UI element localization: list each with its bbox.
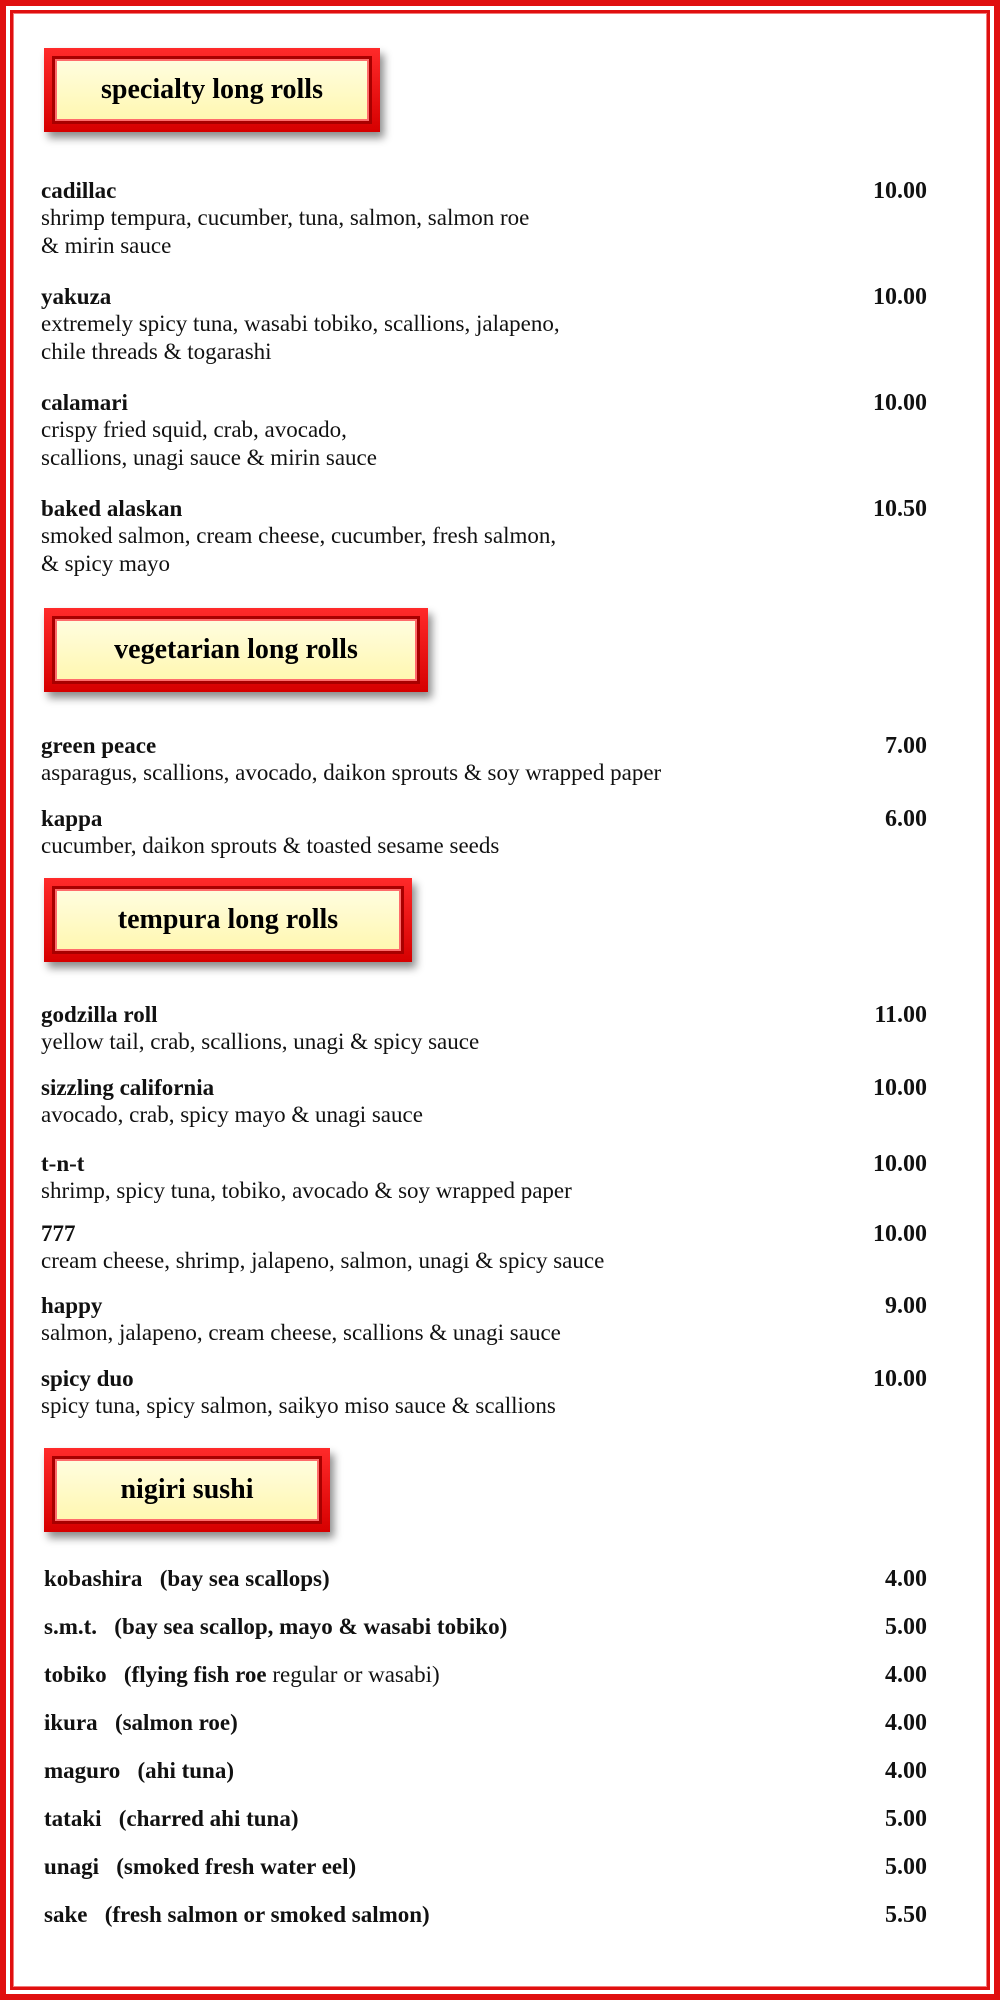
section-heading-nigiri xyxy=(44,1448,330,1532)
item-price: 9.00 xyxy=(885,1293,927,1319)
item-price: 10.00 xyxy=(873,178,927,204)
item-name: green peace xyxy=(41,733,157,758)
item-name: yakuza xyxy=(41,284,112,309)
heading-label: nigiri sushi xyxy=(52,1456,322,1524)
nigiri-name: sake xyxy=(44,1902,88,1927)
heading-label: vegetarian long rolls xyxy=(52,616,420,684)
nigiri-name: s.m.t. xyxy=(44,1614,98,1639)
nigiri-price: 5.00 xyxy=(885,1806,927,1832)
item-price: 10.00 xyxy=(873,1151,927,1177)
item-description: spicy tuna, spicy salmon, saikyo miso sauce & scallions xyxy=(41,1393,556,1418)
item-price: 10.00 xyxy=(873,1366,927,1392)
nigiri-detail: (bay sea scallops) xyxy=(159,1566,330,1591)
menu-item xyxy=(41,1366,927,1420)
nigiri-detail-end: ) xyxy=(431,1662,440,1687)
item-description: smoked salmon, cream cheese, cucumber, fresh salmon, & spicy mayo xyxy=(41,523,557,576)
item-description: asparagus, scallions, avocado, daikon sprouts & soy wrapped paper xyxy=(41,760,662,785)
nigiri-price: 5.50 xyxy=(885,1902,927,1928)
item-price: 6.00 xyxy=(885,806,927,832)
heading-label: specialty long rolls xyxy=(52,56,372,124)
menu-item xyxy=(41,496,927,578)
menu-item xyxy=(41,1221,927,1275)
item-name: 777 xyxy=(41,1221,76,1246)
nigiri-detail: (charred ahi tuna) xyxy=(118,1806,299,1831)
item-price: 10.00 xyxy=(873,1075,927,1101)
nigiri-name: kobashira xyxy=(44,1566,143,1591)
menu-item xyxy=(41,806,927,860)
item-price: 11.00 xyxy=(874,1002,927,1028)
item-description: crispy fried squid, crab, avocado, scallions, unagi sauce & mirin sauce xyxy=(41,417,377,470)
item-price: 10.00 xyxy=(873,284,927,310)
item-name: spicy duo xyxy=(41,1366,134,1391)
menu-item xyxy=(41,1075,927,1129)
nigiri-detail: (fresh salmon or smoked salmon) xyxy=(104,1902,430,1927)
nigiri-name: tobiko xyxy=(44,1662,107,1687)
section-heading-vegetarian xyxy=(44,608,428,692)
item-price: 10.50 xyxy=(873,496,927,522)
item-price: 7.00 xyxy=(885,733,927,759)
item-name: sizzling california xyxy=(41,1075,215,1100)
section-heading-specialty xyxy=(44,48,380,132)
nigiri-item xyxy=(44,1854,927,1880)
item-description: yellow tail, crab, scallions, unagi & spicy sauce xyxy=(41,1029,480,1054)
nigiri-price: 5.00 xyxy=(885,1614,927,1640)
nigiri-detail: (ahi tuna) xyxy=(137,1758,234,1783)
menu-item xyxy=(41,1293,927,1347)
nigiri-item xyxy=(44,1662,927,1688)
nigiri-detail: (flying fish roe xyxy=(123,1662,267,1687)
menu-item xyxy=(41,1151,927,1205)
item-name: godzilla roll xyxy=(41,1002,158,1027)
item-description: extremely spicy tuna, wasabi tobiko, scallions, jalapeno, chile threads & togarashi xyxy=(41,311,560,364)
menu-item xyxy=(41,178,927,260)
menu-item xyxy=(41,733,927,787)
heading-label: tempura long rolls xyxy=(52,886,404,954)
item-description: cream cheese, shrimp, jalapeno, salmon, unagi & spicy sauce xyxy=(41,1248,605,1273)
item-description: salmon, jalapeno, cream cheese, scallions & unagi sauce xyxy=(41,1320,561,1345)
menu-item xyxy=(41,284,927,366)
item-name: t-n-t xyxy=(41,1151,85,1176)
nigiri-detail: (smoked fresh water eel) xyxy=(116,1854,357,1879)
item-name: baked alaskan xyxy=(41,496,183,521)
nigiri-item xyxy=(44,1614,927,1640)
item-name: cadillac xyxy=(41,178,117,203)
item-name: kappa xyxy=(41,806,103,831)
nigiri-item xyxy=(44,1710,927,1736)
nigiri-price: 4.00 xyxy=(885,1566,927,1592)
nigiri-name: maguro xyxy=(44,1758,121,1783)
nigiri-detail: (bay sea scallop, mayo & wasabi tobiko) xyxy=(114,1614,508,1639)
nigiri-price: 4.00 xyxy=(885,1662,927,1688)
nigiri-name: tataki xyxy=(44,1806,102,1831)
nigiri-price: 4.00 xyxy=(885,1758,927,1784)
item-description: cucumber, daikon sprouts & toasted sesame seeds xyxy=(41,833,500,858)
item-price: 10.00 xyxy=(873,390,927,416)
nigiri-name: ikura xyxy=(44,1710,98,1735)
item-price: 10.00 xyxy=(873,1221,927,1247)
menu-item xyxy=(41,390,927,472)
nigiri-item xyxy=(44,1758,927,1784)
nigiri-price: 5.00 xyxy=(885,1854,927,1880)
item-name: happy xyxy=(41,1293,103,1318)
nigiri-price: 4.00 xyxy=(885,1710,927,1736)
item-description: shrimp tempura, cucumber, tuna, salmon, salmon roe & mirin sauce xyxy=(41,205,530,258)
nigiri-extra: regular or wasabi xyxy=(266,1662,432,1687)
nigiri-detail: (salmon roe) xyxy=(114,1710,238,1735)
item-description: avocado, crab, spicy mayo & unagi sauce xyxy=(41,1102,423,1127)
nigiri-item xyxy=(44,1806,927,1832)
item-name: calamari xyxy=(41,390,128,415)
nigiri-item xyxy=(44,1566,927,1592)
section-heading-tempura xyxy=(44,878,412,962)
nigiri-name: unagi xyxy=(44,1854,99,1879)
menu-item xyxy=(41,1002,927,1056)
item-description: shrimp, spicy tuna, tobiko, avocado & soy wrapped paper xyxy=(41,1178,572,1203)
nigiri-item xyxy=(44,1902,927,1928)
